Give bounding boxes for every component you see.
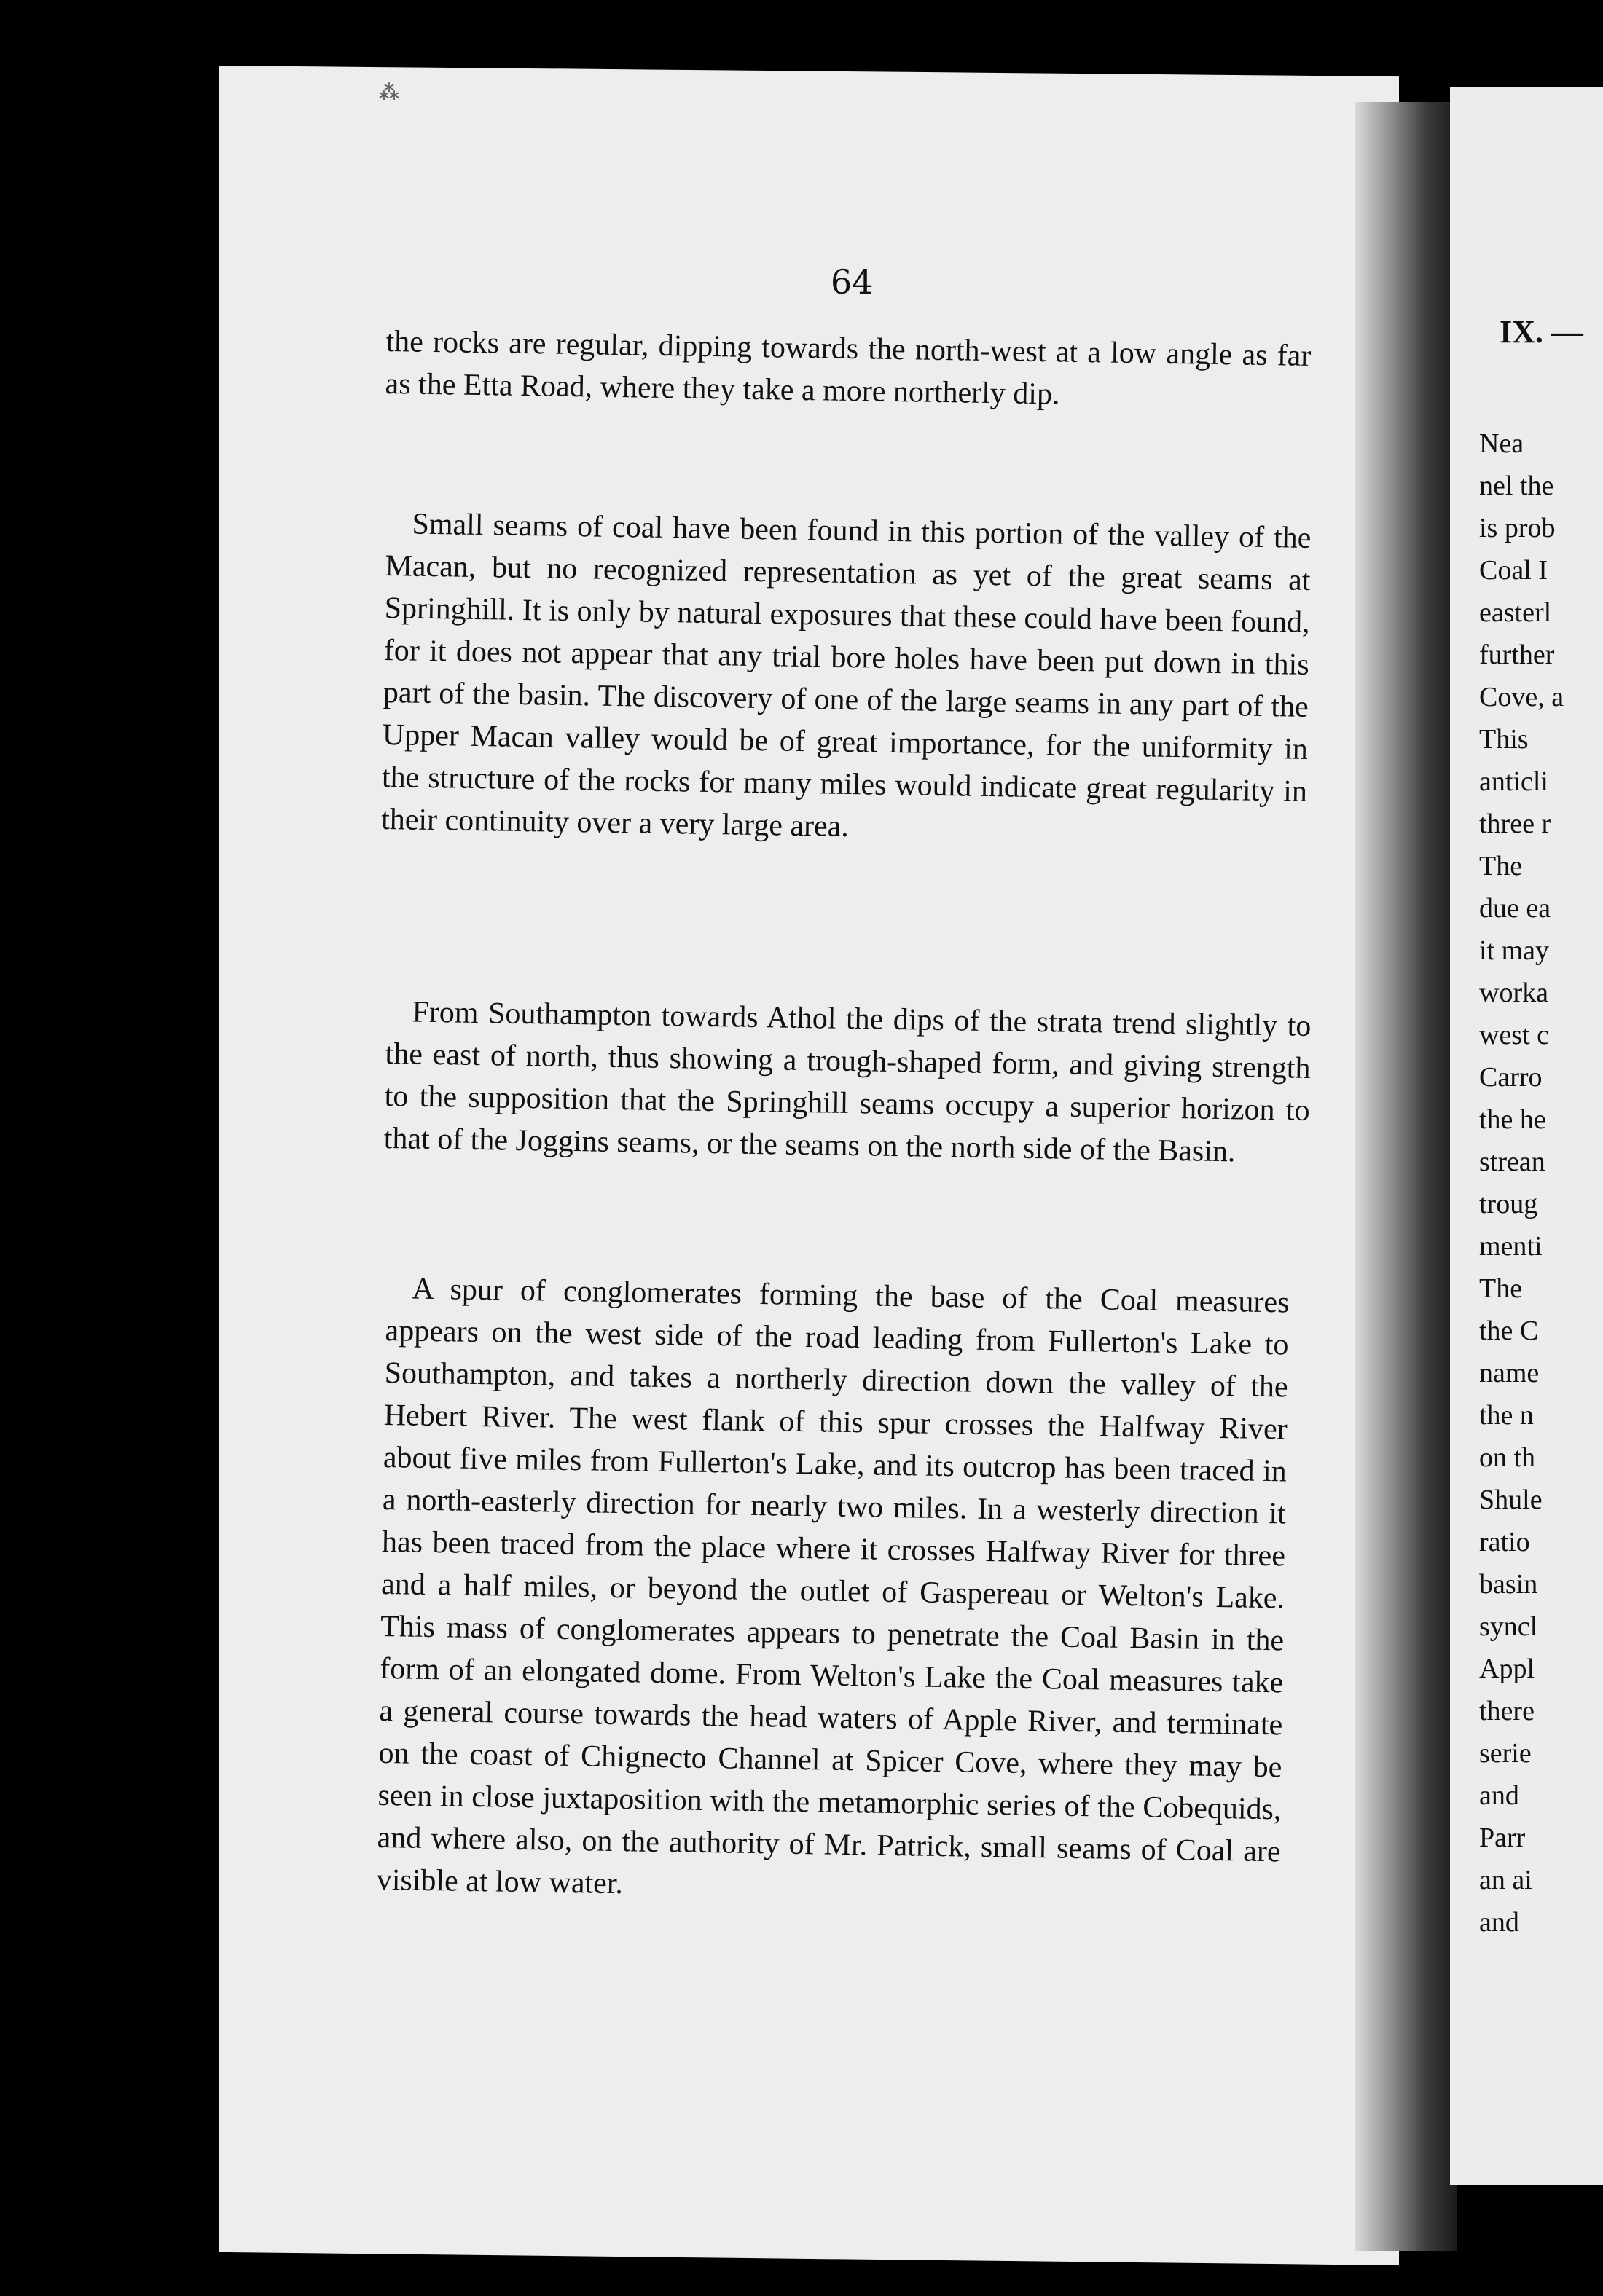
- right-page-line: further: [1479, 640, 1555, 670]
- paragraph-text: the rocks are regular, dipping towards the north-west at a low angle as far as the Etta Road, where they take a more northerly dip.: [385, 324, 1312, 412]
- right-page-line: strean: [1479, 1147, 1545, 1177]
- right-page-line: and: [1479, 1907, 1519, 1938]
- right-page-line: on th: [1479, 1442, 1536, 1473]
- paragraph-text: A spur of conglomerates forming the base of the Coal measures appears on the west side of the road leading from Fullerton's Lake to Southampton, and takes a northerly direction down the valley of the Hebert River. The west flank of this spur crosses the Halfway River about five miles from Fullerton's Lake, and its outcrop has been traced in a north-easterly direction for nearly two miles. In a westerly direction it has been traced from the place where it crosses Halfway River for three and a half miles, or beyond the outlet of Gaspereau or Welton's Lake. This mass of conglomerates appears to penetrate the Coal Basin in the form of an elongated dome. From Welton's Lake the Coal measures take a general course towards the head waters of Apple River, and terminate on the coast of Chignecto Channel at Spicer Cove, where they may be seen in close juxtaposition with the metamorphic series of the Cobequids, and where also, on the authority of Mr. Patrick, small seams of Coal are visible at low water.: [376, 1272, 1290, 1901]
- right-page-line: menti: [1479, 1231, 1543, 1262]
- right-page-line: the C: [1479, 1316, 1539, 1346]
- right-page-line: nel the: [1479, 471, 1554, 501]
- right-page-line: Cove, a: [1479, 682, 1564, 712]
- book-gutter: [1355, 102, 1457, 2251]
- right-page-line: and: [1479, 1780, 1519, 1811]
- right-page-line: west c: [1479, 1020, 1550, 1050]
- right-page-line: ratio: [1479, 1527, 1530, 1557]
- right-page-text-column: [1479, 422, 1603, 1943]
- page-number: 64: [831, 262, 874, 302]
- right-page-line: basin: [1479, 1569, 1538, 1600]
- right-page-line: This: [1479, 724, 1529, 755]
- right-page-line: is prob: [1479, 513, 1556, 543]
- paragraph-southampton: [383, 991, 1311, 1174]
- right-page-line: easterl: [1479, 597, 1552, 628]
- paragraph-text: From Southampton towards Athol the dips of the strata trend slightly to the east of north, thus showing a trough-shaped form, and giving strength to the supposition that the Springhill seams occupy a superior horizon to that of the Joggins seams, or the seams on the north side of the Basin.: [383, 995, 1312, 1169]
- right-page-line: Carro: [1479, 1062, 1543, 1093]
- right-page-heading: IX. —: [1500, 314, 1583, 350]
- right-page-line: Shule: [1479, 1485, 1543, 1515]
- right-page-line: name: [1479, 1358, 1540, 1388]
- paragraph-small-seams: [381, 503, 1312, 855]
- right-page-line: Appl: [1479, 1654, 1535, 1684]
- right-page-line: Coal I: [1479, 555, 1548, 586]
- right-page-line: there: [1479, 1696, 1535, 1726]
- paragraph-text: Small seams of coal have been found in this portion of the valley of the Macan, but no recognized representation as yet of the great seams at Springhill. It is only by natural exposures that these could have been found, for it does not appear that any trial bore holes have been put down in this part of the basin. The discovery of one of the large seams in any part of the Upper Macan valley would be of great importance, for the uniformity in the structure of the rocks for many miles would indicate great regularity in their continuity over a very large area.: [380, 507, 1312, 844]
- right-page-line: troug: [1479, 1189, 1538, 1219]
- page-blemish-mark: ⁂: [379, 80, 399, 104]
- right-page-line: The: [1479, 851, 1523, 881]
- right-page-line: the he: [1479, 1104, 1546, 1135]
- right-page-line: it may: [1479, 935, 1550, 966]
- paragraph-continuation: [385, 321, 1312, 420]
- paragraph-conglomerates: [376, 1267, 1290, 1915]
- right-page-line: worka: [1479, 978, 1548, 1008]
- right-page-line: the n: [1479, 1400, 1534, 1431]
- right-page-line: anticli: [1479, 766, 1548, 797]
- right-page-line: an ai: [1479, 1865, 1532, 1895]
- right-page-line: three r: [1479, 809, 1551, 839]
- right-page-line: The: [1479, 1273, 1523, 1304]
- right-page-line: Parr: [1479, 1823, 1526, 1853]
- right-page-line: syncl: [1479, 1611, 1538, 1642]
- right-page-line: serie: [1479, 1738, 1532, 1769]
- right-page-line: due ea: [1479, 893, 1551, 924]
- right-page-line: Nea: [1479, 428, 1524, 459]
